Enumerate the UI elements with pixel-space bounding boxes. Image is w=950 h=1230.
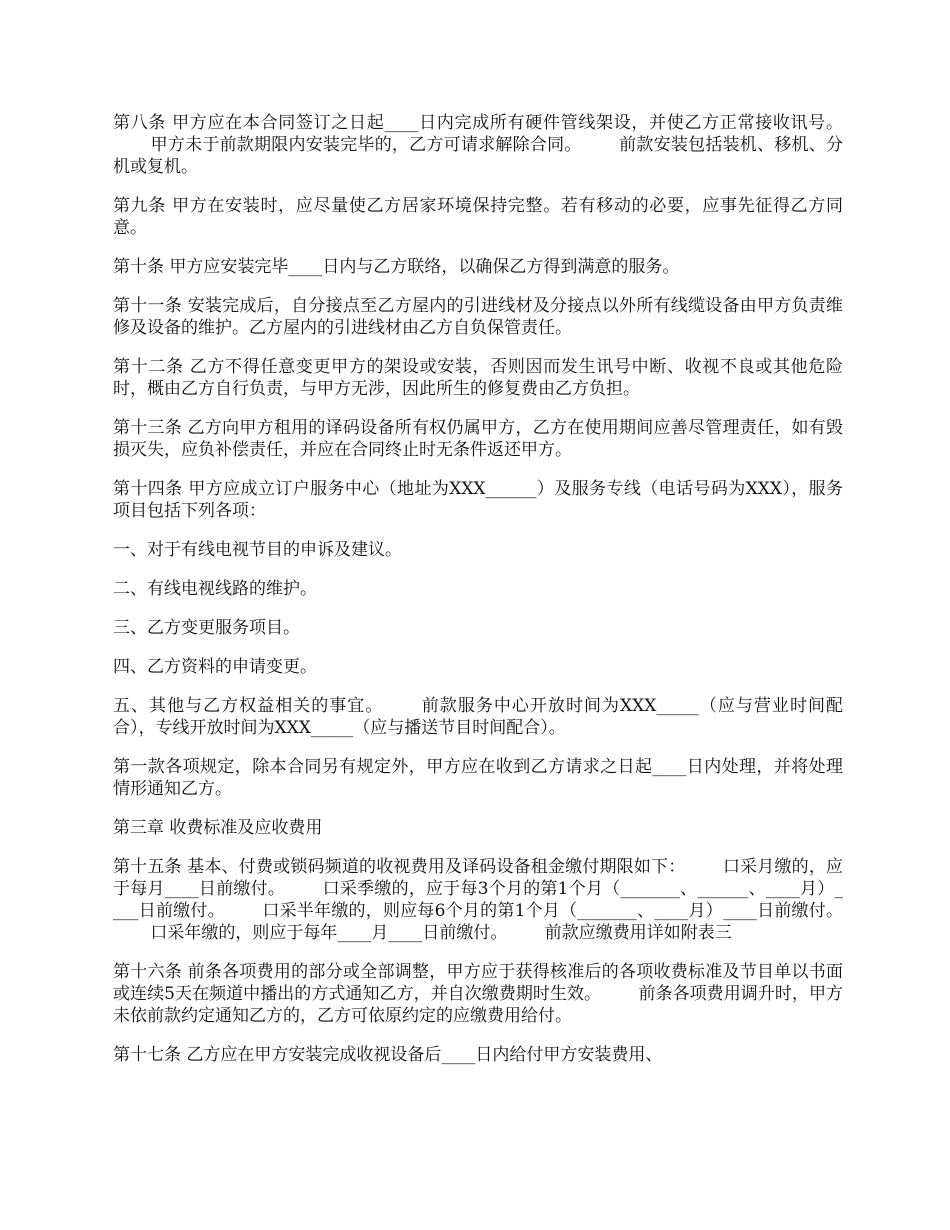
handling-clause-text: 第一款各项规定，除本合同另有规定外，甲方应在收到乙方请求之日起____日内处理，并将处理情形通知乙方。 — [113, 757, 843, 799]
document-page — [113, 112, 843, 1083]
chapter-3-heading — [113, 817, 843, 839]
article-13-text: 第十三条 乙方向甲方租用的译码设备所有权仍属甲方，乙方在使用期间应善尽管理责任，如有毁损灭失，应负补偿责任，并应在合同终止时无条件返还甲方。 — [113, 418, 843, 460]
article-16-text: 第十六条 前条各项费用的部分或全部调整，甲方应于获得核准后的各项收费标准及节目单以书面或连续5天在频道中播出的方式通知乙方，并自次缴费期时生效。 — [113, 962, 843, 1004]
article-8 — [113, 112, 843, 178]
service-item-1-text: 一、对于有线电视节目的申诉及建议。 — [113, 540, 402, 560]
article-17-text: 第十七条 乙方应在甲方安装完成收视设备后____日内给付甲方安装费用、 — [113, 1045, 663, 1065]
article-15-note: 前款应缴费用详如附表三 — [544, 923, 732, 943]
article-13 — [113, 417, 843, 461]
service-item-5 — [113, 695, 843, 739]
service-item-3 — [113, 617, 843, 639]
article-12-text: 第十二条 乙方不得任意变更甲方的架设或安装，否则因而发生讯号中断、收视不良或其他危险时，概由乙方自行负责，与甲方无涉，因此所生的修复费由乙方负担。 — [113, 357, 843, 399]
article-14 — [113, 478, 843, 522]
service-item-2 — [113, 578, 843, 600]
article-15-quarterly: 口采季缴的，应于每3个月的第1个月（_______、______、____月）____日前缴付。 — [113, 879, 844, 921]
service-hours-text: 前款服务中心开放时间为XXX_____（应与营业时间配合），专线开放时间为XXX_____（应与播送节目时间配合）。 — [113, 696, 843, 738]
article-9-text: 第九条 甲方在安装时，应尽量使乙方居家环境保持完整。若有移动的必要，应事先征得乙方同意。 — [113, 196, 843, 238]
article-11-text: 第十一条 安装完成后，自分接点至乙方屋内的引进线材及分接点以外所有线缆设备由甲方负责维修及设备的维护。乙方屋内的引进线材由乙方自负保管责任。 — [113, 296, 843, 338]
service-item-5-text: 五、其他与乙方权益相关的事宜。 — [113, 696, 384, 716]
service-item-3-text: 三、乙方变更服务项目。 — [113, 618, 300, 638]
article-9 — [113, 195, 843, 239]
article-15-text: 第十五条 基本、付费或锁码频道的收视费用及译码设备租金缴付期限如下： — [113, 857, 686, 877]
article-8-text-2: 甲方未于前款期限内安装完毕的，乙方可请求解除合同。 — [150, 135, 582, 155]
article-10 — [113, 256, 843, 278]
article-15 — [113, 856, 843, 944]
article-16 — [113, 961, 843, 1027]
article-8-text: 第八条 甲方应在本合同签订之日起____日内完成所有硬件管线架设，并使乙方正常接收讯号。 — [113, 113, 843, 133]
article-12 — [113, 356, 843, 400]
article-17 — [113, 1044, 843, 1066]
article-11 — [113, 295, 843, 339]
article-10-text: 第十条 甲方应安装完毕____日内与乙方联络，以确保乙方得到满意的服务。 — [113, 257, 680, 277]
article-15-semiannual: 口采半年缴的，则应每6个月的第1个月（_______、____月）____日前缴付。 — [262, 901, 843, 921]
handling-clause — [113, 756, 843, 800]
service-item-4 — [113, 656, 843, 678]
article-8-text-3: 前款安装包括装机、移机、分机或复机。 — [113, 135, 844, 177]
article-15-monthly: 口采月缴的，应于每月____日前缴付。 — [113, 857, 844, 899]
service-item-1 — [113, 539, 843, 561]
service-item-2-text: 二、有线电视线路的维护。 — [113, 579, 317, 599]
article-15-annual: 口采年缴的，则应于每年____月____日前缴付。 — [150, 923, 508, 943]
service-item-4-text: 四、乙方资料的申请变更。 — [113, 657, 317, 677]
chapter-3-heading-text: 第三章 收费标准及应收费用 — [113, 818, 323, 838]
article-16-text-2: 前条各项费用调升时，甲方未依前款约定通知乙方的，乙方可依原约定的应缴费用给付。 — [113, 984, 843, 1026]
article-14-text: 第十四条 甲方应成立订户服务中心（地址为XXX______）及服务专线（电话号码为XXX），服务项目包括下列各项： — [113, 479, 843, 521]
